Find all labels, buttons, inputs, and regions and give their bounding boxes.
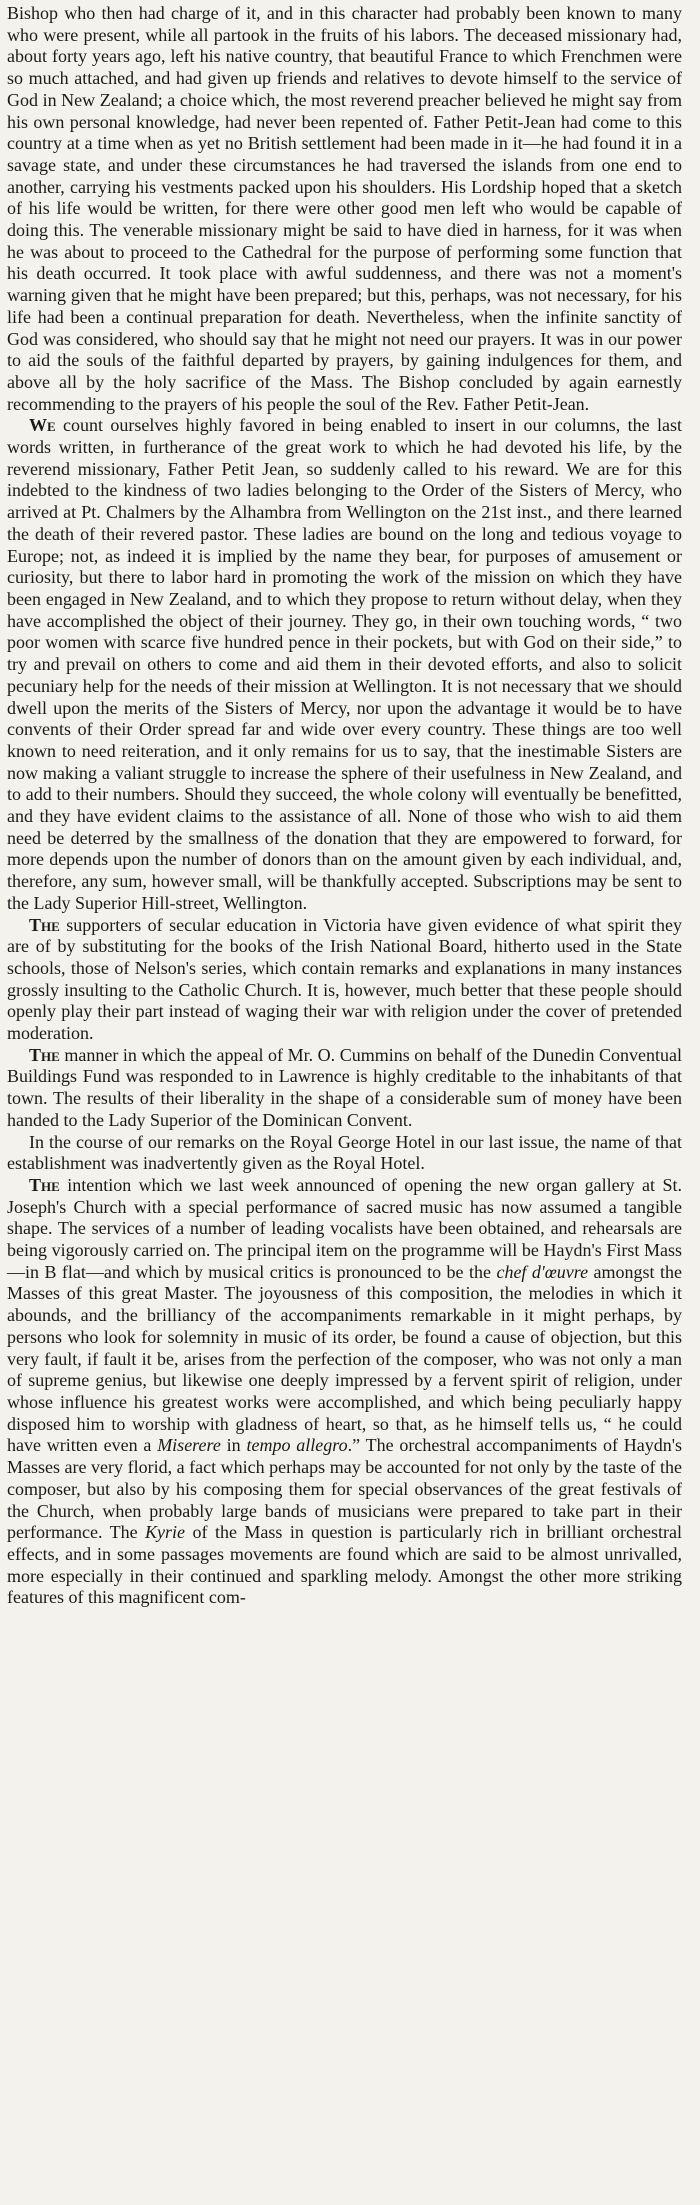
italic-phrase: Kyrie xyxy=(145,1522,186,1543)
paragraph-text: .” The orchestral accompaniments of Haydn's Masses are very florid, a fact which perhaps may be accounted for not only by the taste of the composer, but also by his composing them for special observances of the great festivals of the Church, when probably large bands of musicians were prepared to take part in their performance. The xyxy=(7,1435,682,1543)
paragraph-text: intention which we last week announced of opening the new organ gallery at St. Joseph's Church with a special performance of sacred music has now assumed a tangible shape. The services of a number of leading vocalists have been obtained, and rehearsals are being vigorously carried on. The principal item on the programme will be Haydn's First Mass—in B flat—and which by musical critics is pronounced to be the xyxy=(7,1174,682,1282)
paragraph-text: In the course of our remarks on the Royal George Hotel in our last issue, the name of that establishment was inadvertently given as the Royal Hotel. xyxy=(7,1131,682,1174)
paragraph-lead-word: The xyxy=(29,1044,60,1065)
paragraph-lead-word: We xyxy=(29,415,56,436)
paragraph-lead-word: The xyxy=(29,914,60,935)
paragraph-text: count ourselves highly favored in being enabled to insert in our columns, the last words written, in furtherance of the great work to which he had devoted his life, by the reverend missionary, Father Petit Jean, so suddenly called to his reward. We are for this indebted to the kindness of two ladies belonging to the Order of the Sisters of Mercy, who arrived at Pt. Chalmers by the Alhambra from Wellington on the 21st inst., and there learned the death of their revered pastor. These ladies are bound on the long and tedious voyage to Europe; not, as indeed it is implied by the name they bear, for purposes of amusement or curiosity, but there to labor hard in promoting the work of the mission on which they have been engaged in New Zealand, and to which they propose to return without delay, when they have accomplished the object of their journey. They go, in their own touching words, “ two poor women with scarce five hundred pence in their pockets, but with God on their side,” to try and prevail on others to come and aid them in their devoted efforts, and also to solicit pecuniary help for the needs of their mission at Wellington. It is not necessary that we should dwell upon the merits of the Sisters of Mercy, nor upon the advantage it would be to have convents of their Order spread far and wide over every country. These things are too well known to need reiteration, and it only remains for us to say, that the inestimable Sisters are now making a valiant struggle to increase the sphere of their usefulness in New Zealand, and to add to their numbers. Should they succeed, the whole colony will eventually be benefitted, and they have evident claims to the assistance of all. None of those who wish to aid them need be deterred by the smallness of the donation that they are empowered to forward, for more depends upon the number of donors than on the amount given by each individual, and, therefore, any sum, however small, will be thankfully accepted. Subscriptions may be sent to the Lady Superior Hill-street, Wellington. xyxy=(7,415,682,913)
italic-phrase: Miserere xyxy=(157,1435,221,1456)
paragraph-text: Bishop who then had charge of it, and in this character had probably been known to many who were present, while all partook in the fruits of his labors. The deceased missionary had, about forty years ago, left his native country, that beautiful France to which Frenchmen were so much attached, and had given up friends and relatives to devote himself to the service of God in New Zealand; a choice which, the most reverend preacher believed he might say from his own personal knowledge, had never been repented of. Father Petit-Jean had come to this country at a time when as yet no British settlement had been made in it—he had found it in a savage state, and under these circumstances he had traversed the islands from one end to another, carrying his vestments packed upon his shoulders. His Lordship hoped that a sketch of his life would be written, for there were other good men left who would be capable of doing this. The venerable missionary might be said to have died in harness, for it was when he was about to proceed to the Cathedral for the purpose of performing some function that his death occurred. It took place with awful suddenness, and there was not a moment's warning given that he might have been prepared; but this, perhaps, was not necessary, for his life had been a continual preparation for death. Nevertheless, when the infinite sanctity of God was considered, who should say that he might not need our prayers. It was in our power to aid the souls of the faithful departed by prayers, by gaining indulgences for them, and above all by the holy sacrifice of the Mass. The Bishop concluded by again earnestly recommending to the prayers of his people the soul of the Rev. Father Petit-Jean. xyxy=(7,3,682,414)
italic-phrase: chef d'œuvre xyxy=(496,1261,589,1282)
paragraph-organ-gallery xyxy=(7,1175,682,1609)
italic-phrase: tempo allegro xyxy=(246,1435,348,1456)
paragraph-lead-word: The xyxy=(29,1174,60,1195)
paragraph-bishop-sermon xyxy=(7,3,682,415)
paragraph-text: amongst the Masses of this great Master. The joyousness of this composition, the melodies in which it abounds, and the brilliancy of the accompaniments remarkable in it might perhaps, by persons who look for solemnity in music of its order, be found a cause of objection, but this very fault, if fault it be, arises from the perfection of the composer, who was not only a man of supreme genius, but likewise one deeply impressed by a fervent spirit of religion, under whose influence his greatest works were accomplished, and which being peculiarly happy disposed him to worship with gladness of heart, so that, as he himself tells us, “ he could have written even a xyxy=(7,1261,682,1456)
paragraph-hotel-correction xyxy=(7,1132,682,1175)
paragraph-text: supporters of secular education in Victoria have given evidence of what spirit they are of by substituting for the books of the Irish National Board, hitherto used in the State schools, those of Nelson's series, which contain remarks and explanations in many instances grossly insulting to the Catholic Church. It is, however, much better that these people should openly play their part instead of waging their war with religion under the cover of pretended moderation. xyxy=(7,914,682,1044)
paragraph-text: manner in which the appeal of Mr. O. Cummins on behalf of the Dunedin Conventual Buildings Fund was responded to in Lawrence is highly creditable to the inhabitants of that town. The results of their liberality in the shape of a considerable sum of money have been handed to the Lady Superior of the Dominican Convent. xyxy=(7,1044,682,1130)
paragraph-conventual-fund xyxy=(7,1045,682,1132)
paragraph-sisters-of-mercy xyxy=(7,415,682,914)
paragraph-text: in xyxy=(220,1435,247,1456)
paragraph-secular-education xyxy=(7,915,682,1045)
paragraph-text: of the Mass in question is particularly rich in brilliant orchestral effects, and in some passages movements are found which are said to be almost unrivalled, more especially in their continued and sparkling melody. Amongst the other more striking features of this magnificent com- xyxy=(7,1522,682,1608)
